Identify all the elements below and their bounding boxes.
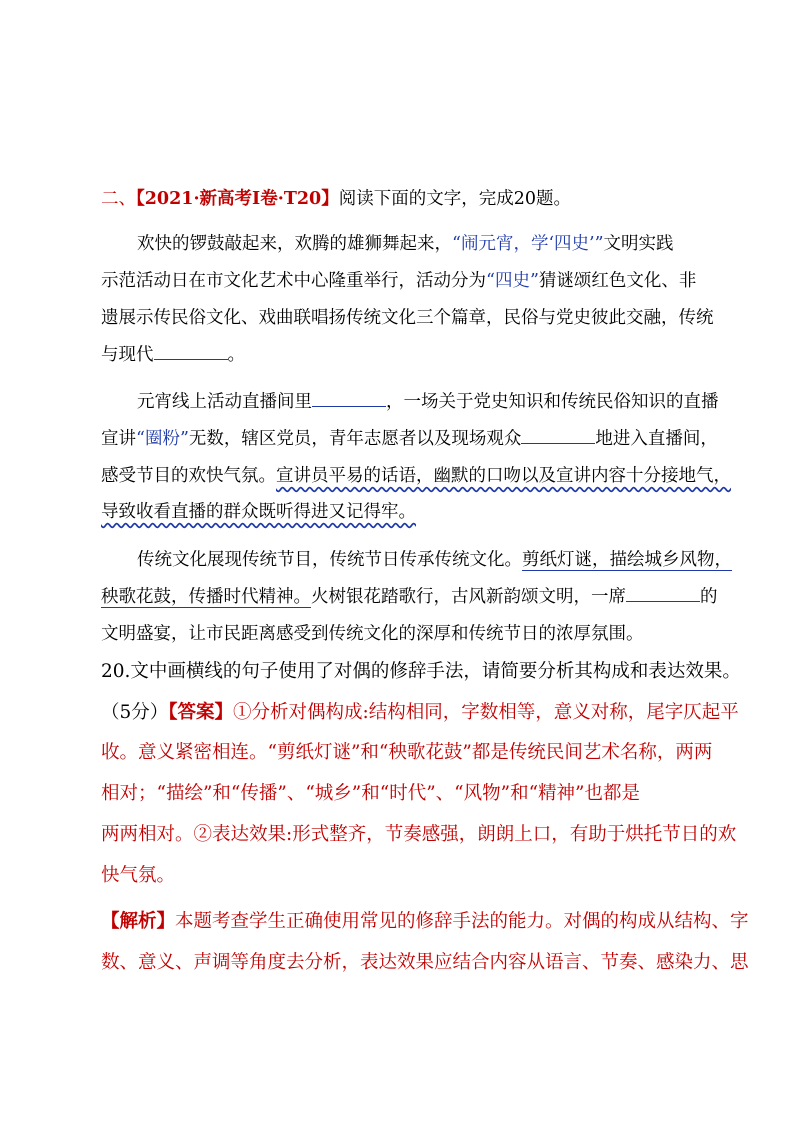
text: ，一场关于党史知识和传统民俗知识的直播 [386, 392, 719, 412]
text: 猜谜颂红色文化、非 [538, 271, 697, 291]
question-20 [101, 660, 741, 684]
answer-tag: 【答案】 [168, 702, 234, 723]
question-heading [101, 187, 571, 211]
answer-line-1 [101, 701, 739, 725]
passage-p2-line1 [137, 390, 719, 414]
answer-line-5 [101, 864, 175, 888]
score: （5分） [101, 702, 169, 723]
wavy-underlined-sentence: 宣讲员平易的话语，幽默的口吻以及宣讲内容十分接地气， [276, 466, 731, 486]
text: 文明盛宴，让市民距离感受到传统文化的深厚和传统节日的浓厚氛围。 [101, 624, 644, 644]
text: 宣讲 [101, 429, 136, 449]
underlined-sentence: 秧歌花鼓，传播时代精神。 [101, 587, 311, 607]
text: 无数，辖区党员，青年志愿者以及现场观众 [188, 429, 522, 449]
fill-blank [521, 429, 595, 444]
text: 遗展示传民俗文化、戏曲联唱扬传统文化三个篇章，民俗与党史彼此交融，传统 [101, 308, 714, 328]
fill-blank [626, 587, 700, 602]
analysis-text: 本题考查学生正确使用常见的修辞手法的能力。对偶的构成从结构、字 [175, 911, 749, 932]
text: 传统文化展现传统节目，传统节日传承传统文化。 [137, 550, 522, 570]
answer-line-3 [101, 782, 640, 806]
analysis-line-1 [101, 910, 749, 934]
passage-p1-line1 [137, 232, 674, 256]
passage-p3-line3 [101, 622, 644, 646]
answer-line-2 [101, 741, 712, 765]
passage-p1-line4 [101, 343, 245, 367]
text: 欢快的锣鼓敲起来，欢腾的雄狮舞起来， [137, 234, 452, 254]
answer-text: 快气氛。 [101, 865, 176, 886]
passage-p2-line3 [101, 464, 731, 488]
text: 示范活动日在市文化艺术中心隆重举行，活动分为 [101, 271, 486, 291]
quoted-term: “四史” [486, 271, 539, 291]
exam-source: 【2021·新高考Ⅰ卷·T20】 [136, 189, 339, 209]
underlined-sentence: 剪纸灯谜，描绘城乡风物， [522, 550, 732, 570]
text: 文明实践 [603, 234, 674, 254]
text: 。 [227, 345, 245, 365]
answer-text: ①分析对偶构成:结构相同，字数相等，意义对称，尾字仄起平 [233, 702, 739, 723]
text: 火树银花踏歌行，古风新韵颂文明，一席 [311, 587, 626, 607]
answer-line-4 [101, 823, 736, 847]
passage-p3-line1 [137, 548, 732, 572]
answer-text: 收。意义紧密相连。“剪纸灯谜”和“秧歌花鼓”都是传统民间艺术名称，两两 [101, 742, 713, 763]
heading-prefix: 二、 [101, 189, 136, 209]
passage-p3-line2 [101, 585, 718, 609]
quoted-term: “闹元宵，学‘四史’” [452, 234, 604, 254]
text: 地进入直播间， [595, 429, 718, 449]
text: 与现代 [101, 345, 154, 365]
answer-text: 两两相对。②表达效果:形式整齐，节奏感强，朗朗上口，有助于烘托节日的欢 [101, 824, 737, 845]
text: 的 [700, 587, 718, 607]
fill-blank [312, 392, 386, 407]
analysis-tag: 【解析】 [101, 911, 176, 932]
analysis-line-2 [101, 951, 749, 975]
answer-text: 相对；“描绘”和“传播”、“城乡”和“时代”、“风物”和“精神”也都是 [101, 783, 640, 804]
text: 感受节目的欢快气氛。 [101, 466, 276, 486]
passage-p2-line2 [101, 427, 718, 451]
analysis-text: 数、意义、声调等角度去分析，表达效果应结合内容从语言、节奏、感染力、思 [101, 952, 749, 973]
text: 元宵线上活动直播间里 [137, 392, 312, 412]
fill-blank [154, 345, 228, 360]
quoted-term: “圈粉” [136, 429, 189, 449]
wavy-underlined-sentence: 导致收看直播的群众既听得进又记得牢。 [101, 502, 416, 522]
passage-p1-line2 [101, 269, 696, 293]
question-text: 20.文中画横线的句子使用了对偶的修辞手法，请简要分析其构成和表达效果。 [101, 661, 741, 682]
passage-p1-line3 [101, 306, 714, 330]
passage-p2-line4 [101, 500, 416, 524]
heading-instruction: 阅读下面的文字，完成20题。 [338, 189, 571, 209]
